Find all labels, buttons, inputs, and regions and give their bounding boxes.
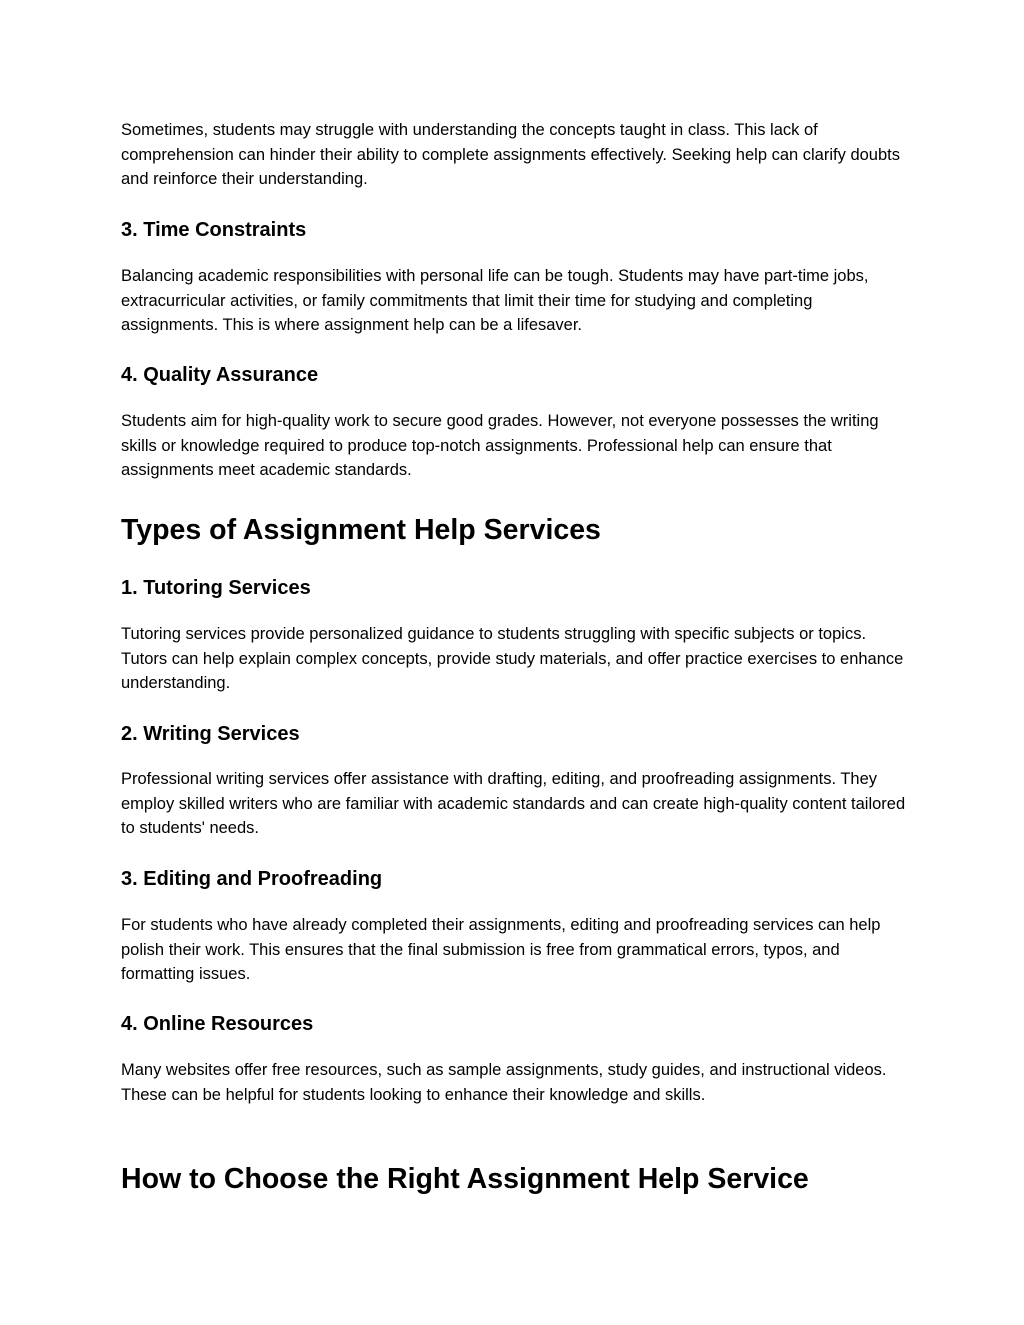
section-heading-editing: 3. Editing and Proofreading bbox=[121, 868, 383, 890]
paragraph-writing: Professional writing services offer assistance with drafting, editing, and proofreading assignments. They employ skilled writers who are familiar with academic standards and can create high-quality content tailored to students' needs. bbox=[121, 770, 906, 837]
section-heading-online-resources: 4. Online Resources bbox=[121, 1013, 314, 1035]
section-heading-quality-assurance: 4. Quality Assurance bbox=[121, 364, 319, 386]
paragraph-editing: For students who have already completed their assignments, editing and proofreading services can help polish their work. This ensures that the final submission is free from grammatical errors, typos, and formatting issues. bbox=[121, 916, 881, 983]
intro-paragraph: Sometimes, students may struggle with understanding the concepts taught in class. This lack of comprehension can hinder their ability to complete assignments effectively. Seeking help can clarify doubts and reinforce their understanding. bbox=[121, 121, 900, 188]
paragraph-tutoring: Tutoring services provide personalized guidance to students struggling with specific subjects or topics. Tutors can help explain complex concepts, provide study materials, and offer practice exercises to enhance understanding. bbox=[121, 625, 904, 692]
section-heading-writing: 2. Writing Services bbox=[121, 723, 300, 745]
section-heading-tutoring: 1. Tutoring Services bbox=[121, 577, 311, 599]
paragraph-time-constraints: Balancing academic responsibilities with personal life can be tough. Students may have part-time jobs, extracurricular activities, or family commitments that limit their time for studying and completing assignments. This is where assignment help can be a lifesaver. bbox=[121, 267, 869, 334]
section-heading-time-constraints: 3. Time Constraints bbox=[121, 219, 307, 241]
heading-types-of-services: Types of Assignment Help Services bbox=[121, 514, 601, 546]
heading-choose-service: How to Choose the Right Assignment Help Service bbox=[121, 1163, 809, 1195]
paragraph-online-resources: Many websites offer free resources, such as sample assignments, study guides, and instructional videos. These can be helpful for students looking to enhance their knowledge and skills. bbox=[121, 1061, 887, 1104]
paragraph-quality-assurance: Students aim for high-quality work to secure good grades. However, not everyone possesses the writing skills or knowledge required to produce top-notch assignments. Professional help can ensure that assignments meet academic standards. bbox=[121, 412, 879, 479]
